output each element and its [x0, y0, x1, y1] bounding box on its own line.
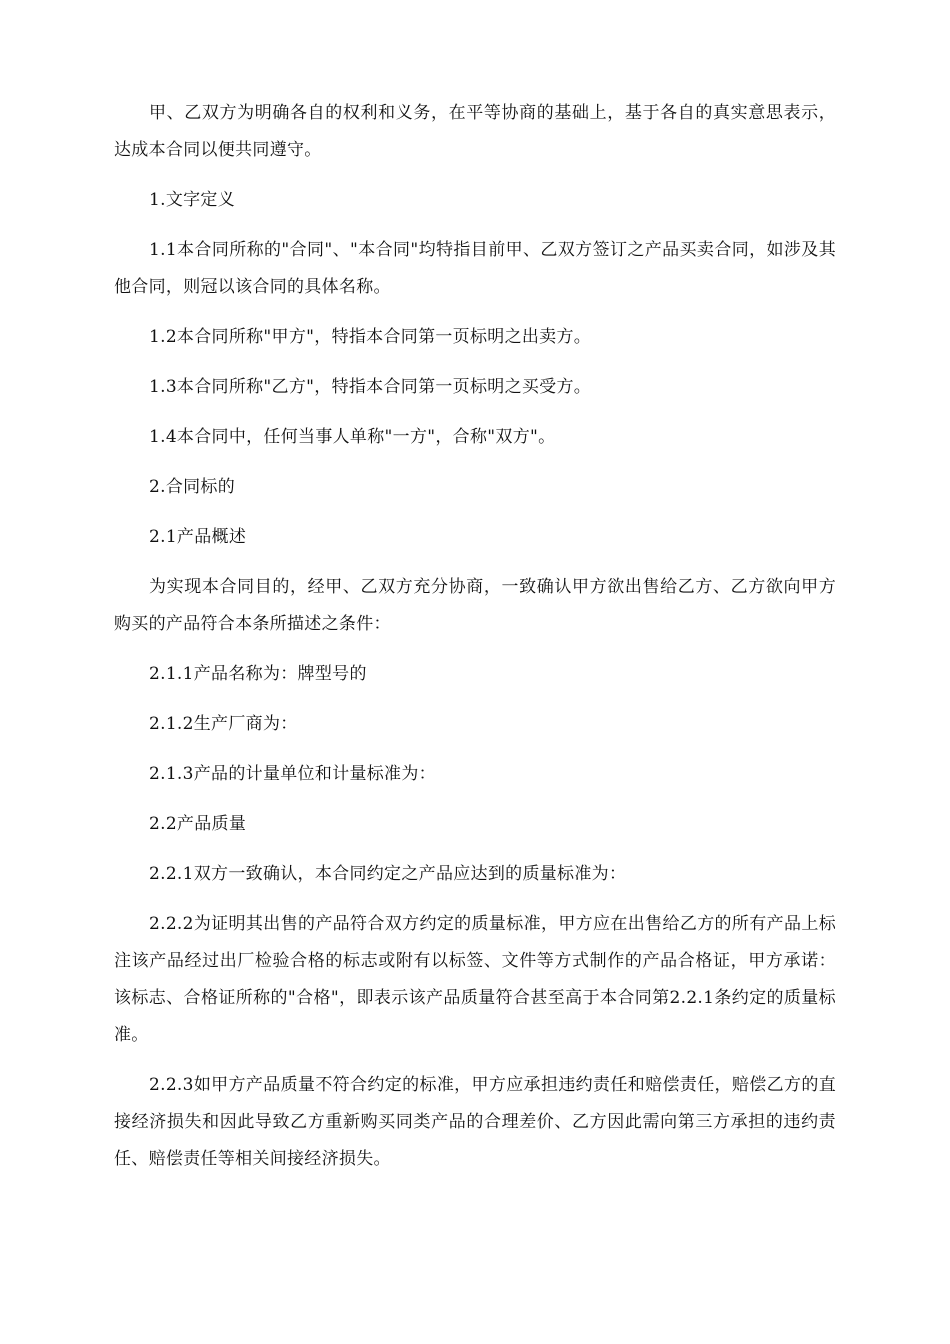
clause-1-4: 1.4本合同中，任何当事人单称"一方"，合称"双方"。 [149, 427, 556, 447]
clause-1-1: 1.1本合同所称的"合同"、"本合同"均特指目前甲、乙双方签订之产品买卖合同，如涉及其他合同，则冠以该合同的具体名称。 [114, 240, 836, 297]
paragraph-intro: 甲、乙双方为明确各自的权利和义务，在平等协商的基础上，基于各自的真实意思表示，达成本合同以便共同遵守。 [114, 103, 836, 160]
heading-2-2: 2.2产品质量 [149, 814, 247, 834]
document-body [114, 95, 836, 1191]
clause-2-1-2: 2.1.2生产厂商为： [149, 714, 298, 734]
heading-1: 1.文字定义 [149, 190, 236, 210]
clause-1-2: 1.2本合同所称"甲方"，特指本合同第一页标明之出卖方。 [149, 327, 592, 347]
paragraph-2-1-intro: 为实现本合同目的，经甲、乙双方充分协商，一致确认甲方欲出售给乙方、乙方欲向甲方购买的产品符合本条所描述之条件： [114, 577, 836, 634]
heading-2: 2.合同标的 [149, 477, 236, 497]
heading-2-1: 2.1产品概述 [149, 527, 247, 547]
clause-2-2-3: 2.2.3如甲方产品质量不符合约定的标准，甲方应承担违约责任和赔偿责任，赔偿乙方的直接经济损失和因此导致乙方重新购买同类产品的合理差价、乙方因此需向第三方承担的违约责任、赔偿责任等相关间接经济损失。 [114, 1075, 836, 1169]
clause-2-2-2: 2.2.2为证明其出售的产品符合双方约定的质量标准，甲方应在出售给乙方的所有产品上标注该产品经过出厂检验合格的标志或附有以标签、文件等方式制作的产品合格证，甲方承诺：该标志、合格证所称的"合格"，即表示该产品质量符合甚至高于本合同第2.2.1条约定的质量标准。 [114, 914, 836, 1045]
clause-2-1-1: 2.1.1产品名称为：牌型号的 [149, 664, 367, 684]
clause-2-1-3: 2.1.3产品的计量单位和计量标准为： [149, 764, 436, 784]
clause-2-2-1: 2.2.1双方一致确认，本合同约定之产品应达到的质量标准为： [149, 864, 627, 884]
clause-1-3: 1.3本合同所称"乙方"，特指本合同第一页标明之买受方。 [149, 377, 592, 397]
